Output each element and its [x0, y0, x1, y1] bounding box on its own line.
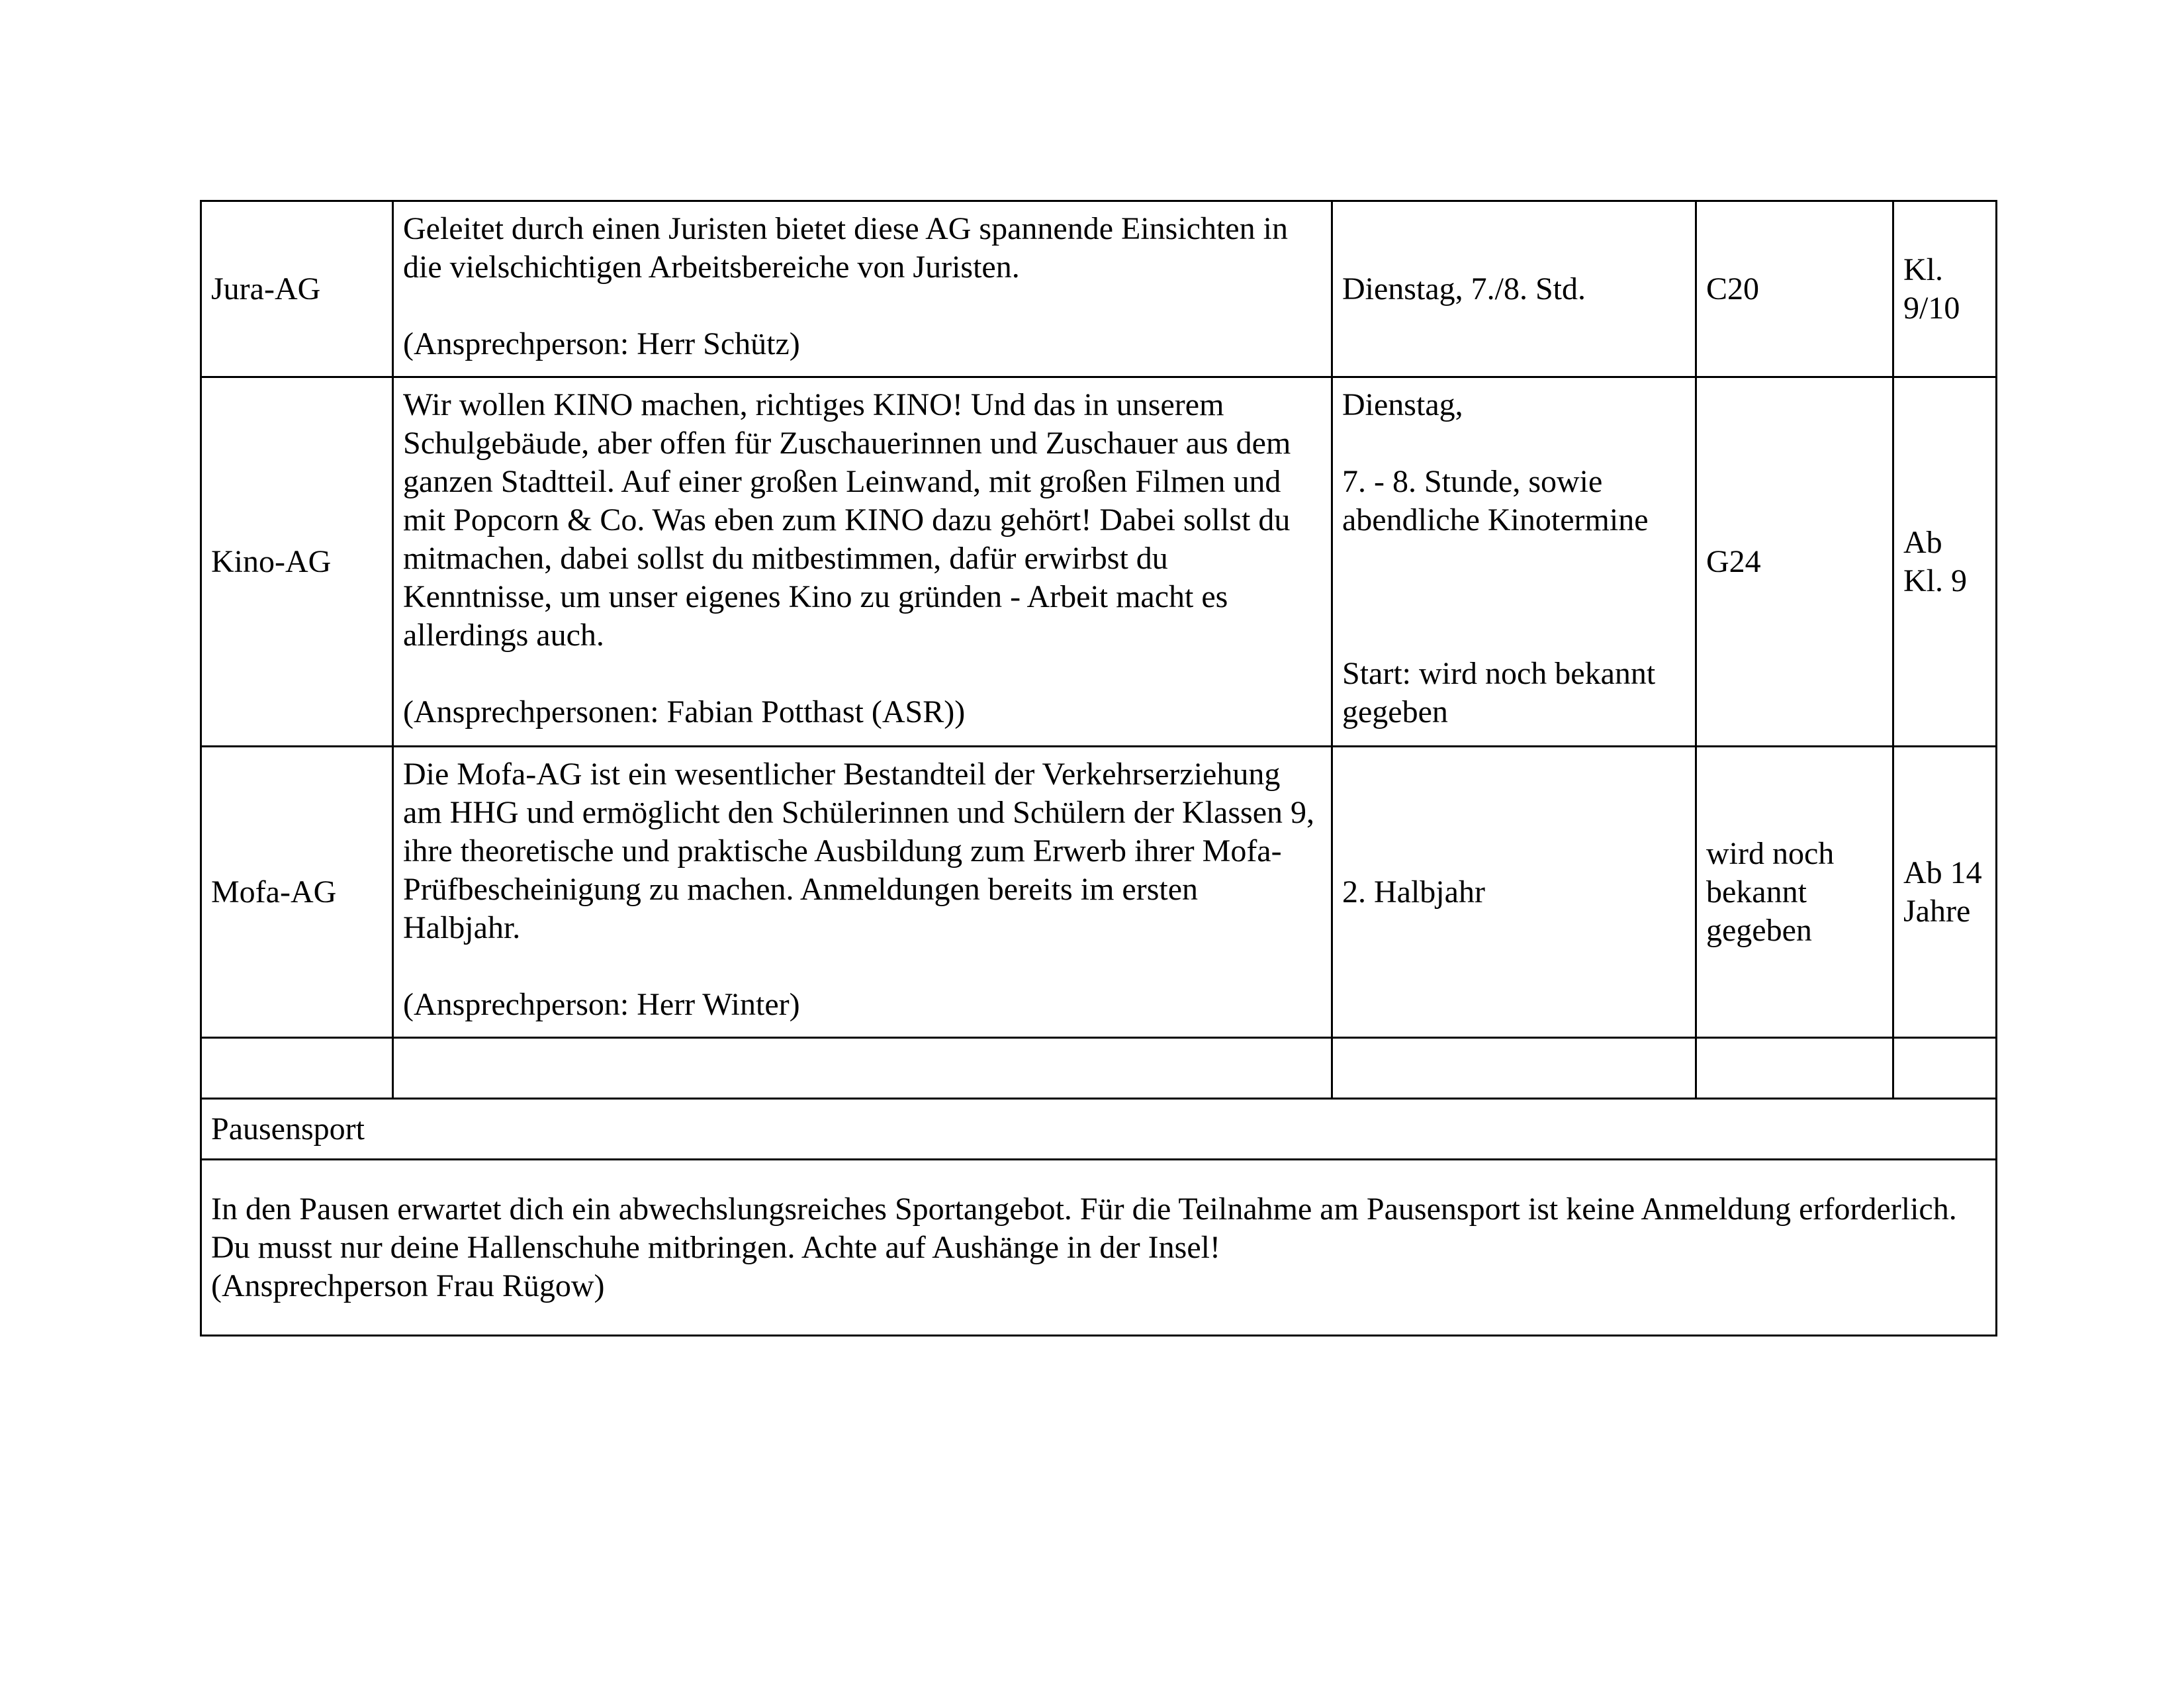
- ag-room-cell: [1696, 201, 1893, 377]
- table-row-kino-ag: [201, 377, 1997, 747]
- ag-description-cell: [393, 201, 1332, 377]
- ag-name-cell: [201, 747, 393, 1038]
- pausensport-intro: In den Pausen erwartet dich ein abwechslungsreiches Sportangebot. Für die Teilnahme am Pausensport ist keine Anmeldung erforderlich.: [211, 1191, 1957, 1227]
- ag-room: C20: [1706, 271, 1760, 306]
- ag-grade-cell: [1893, 201, 1997, 377]
- ag-time-cell: [1332, 747, 1696, 1038]
- ag-grade: Ab Kl. 9: [1903, 524, 1967, 598]
- ag-grade: Kl. 9/10: [1903, 252, 1960, 326]
- ag-time-cell: [1332, 201, 1696, 377]
- ag-name-cell: [201, 201, 393, 377]
- ag-grade: Ab 14 Jahre: [1903, 855, 1982, 929]
- ag-description: Die Mofa-AG ist ein wesentlicher Bestandteil der Verkehrserziehung am HHG und ermöglicht den Schülerinnen und Schülern der Klassen 9, ihre theoretische und praktische Ausbildung zum Erwerb ihrer Mofa-Prüfbescheinigung zu machen. Anmeldungen bereits im ersten Halbjahr.: [403, 757, 1315, 945]
- empty-cell: [1893, 1038, 1997, 1099]
- ag-time-cell: [1332, 377, 1696, 747]
- ag-name: Kino-AG: [211, 543, 332, 579]
- empty-cell: [1332, 1038, 1696, 1099]
- table-row-pausensport-text: [201, 1160, 1997, 1336]
- table-row-jura-ag: [201, 201, 1997, 377]
- ag-room-cell: [1696, 747, 1893, 1038]
- pausensport-title: Pausensport: [211, 1111, 365, 1147]
- ag-name: Jura-AG: [211, 271, 321, 306]
- ag-time: Dienstag, 7./8. Std.: [1342, 271, 1586, 306]
- ag-description: Wir wollen KINO machen, richtiges KINO! Und das in unserem Schulgebäude, aber offen für Zuschauerinnen und Zuschauer aus dem ganzen Stadtteil. Auf einer großen Leinwand, mit großen Filmen und mit Popcorn & Co. Was eben zum KINO dazu gehört! Dabei sollst du mitmachen, dabei sollst du mitbestimmen, dafür erwirbst du Kenntnisse, um unser eigenes Kino zu gründen - Arbeit macht es allerdings auch.: [403, 387, 1291, 653]
- ag-description-cell: [393, 747, 1332, 1038]
- ag-name: Mofa-AG: [211, 874, 337, 910]
- ag-grade-cell: [1893, 747, 1997, 1038]
- ag-time: 2. Halbjahr: [1342, 874, 1485, 910]
- ag-time-day: Dienstag,: [1342, 387, 1463, 422]
- ag-table: [200, 200, 1997, 1336]
- ag-time-hours: 7. - 8. Stunde, sowie abendliche Kinotermine: [1342, 464, 1649, 538]
- pausensport-title-cell: [201, 1099, 1997, 1160]
- table-row-pausensport-title: [201, 1099, 1997, 1160]
- pausensport-shoes: Du musst nur deine Hallenschuhe mitbringen. Achte auf Aushänge in der Insel!: [211, 1229, 1220, 1265]
- empty-cell: [393, 1038, 1332, 1099]
- ag-contact: (Ansprechperson: Herr Winter): [403, 987, 800, 1022]
- ag-description-cell: [393, 377, 1332, 747]
- ag-room-cell: [1696, 377, 1893, 747]
- ag-contact: (Ansprechpersonen: Fabian Potthast (ASR)): [403, 694, 966, 729]
- empty-cell: [201, 1038, 393, 1099]
- ag-name-cell: [201, 377, 393, 747]
- ag-grade-cell: [1893, 377, 1997, 747]
- ag-time-start: Start: wird noch bekannt gegeben: [1342, 656, 1656, 729]
- ag-room: wird noch bekannt gegeben: [1706, 835, 1835, 948]
- pausensport-contact: (Ansprechperson Frau Rügow): [211, 1268, 605, 1303]
- empty-cell: [1696, 1038, 1893, 1099]
- ag-description: Geleitet durch einen Juristen bietet diese AG spannende Einsichten in die vielschichtigen Arbeitsbereiche von Juristen.: [403, 211, 1288, 285]
- pausensport-text-cell: [201, 1160, 1997, 1336]
- ag-contact: (Ansprechperson: Herr Schütz): [403, 326, 800, 361]
- table-row-mofa-ag: [201, 747, 1997, 1038]
- table-row-empty: [201, 1038, 1997, 1099]
- ag-room: G24: [1706, 543, 1761, 579]
